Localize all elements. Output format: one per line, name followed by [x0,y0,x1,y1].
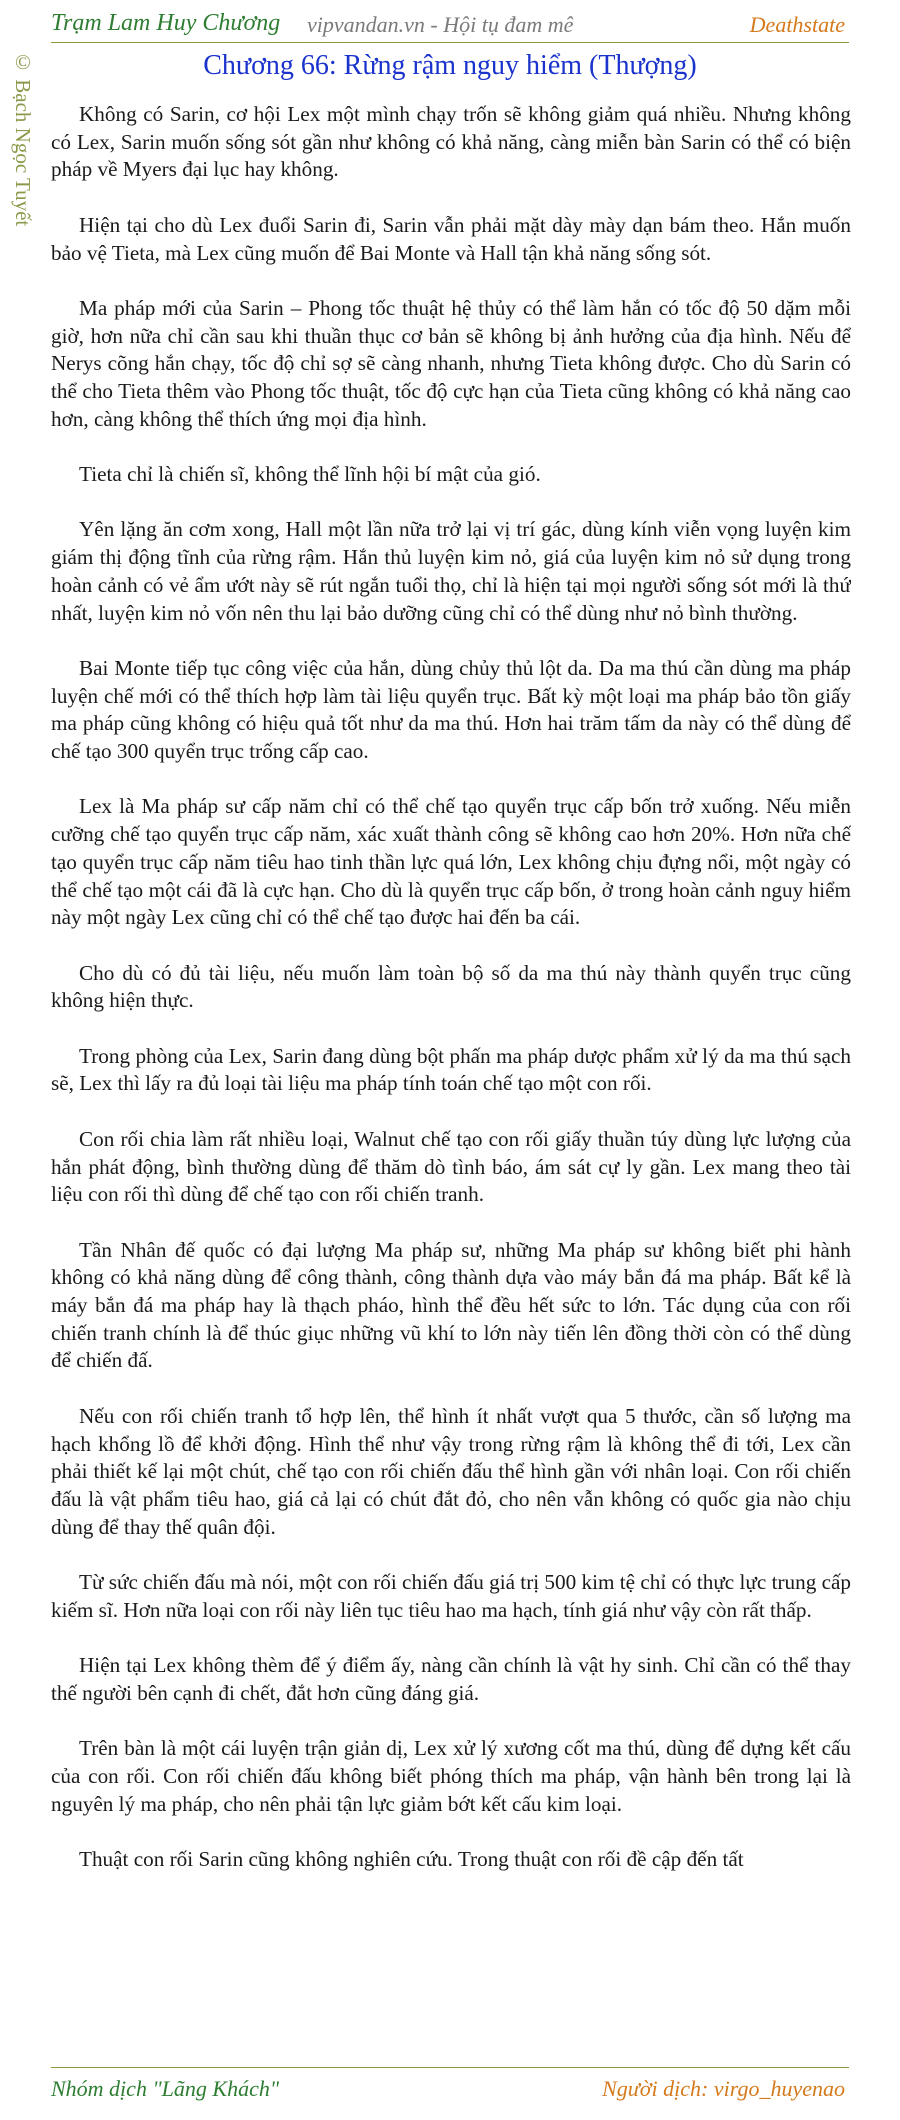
paragraph: Thuật con rối Sarin cũng không nghiên cứu. Trong thuật con rối đề cập đến tất [79,1847,744,1872]
paragraph: Không có Sarin, cơ hội Lex một mình chạy trốn sẽ không giảm quá nhiều. Nhưng không có Lex, Sarin muốn sống sót gần như không có khả năng, càng miễn bàn Sarin có thể có biện pháp về Myers đại lục hay không. [51,102,851,182]
translator-credit: Người dịch: virgo_huyenao [602,2076,845,2101]
paragraph: Lex là Ma pháp sư cấp năm chỉ có thể chế tạo quyển trục cấp bốn trở xuống. Nếu miễn cưỡng chế tạo quyển trục cấp năm, xác xuất thành công sẽ không cao hơn 20%. Hơn nữa chế tạo quyển trục cấp năm tiêu hao tinh thần lực quá lớn, Lex không chịu đựng nổi, một ngày có thể chế tạo một cái đã là cực hạn. Cho dù là quyển trục cấp bốn, ở trong hoàn cảnh nguy hiểm này một ngày Lex cũng chỉ có thể chế tạo được hai đến ba cái. [51,794,851,930]
page-footer [51,2067,849,2108]
chapter-title: Chương 66: Rừng rậm nguy hiểm (Thượng) [203,50,697,81]
paragraph: Tần Nhân đế quốc có đại lượng Ma pháp sư, những Ma pháp sư không biết phi hành không có khả năng dùng để công thành, công thành dựa vào máy bắn đá ma pháp. Bất kể là máy bắn đá ma pháp hay là thạch pháo, hình thể đều hết sức to lớn. Tác dụng của con rối chiến tranh chính là để thúc giục những vũ khí to lớn này tiến lên đồng thời còn có thể dùng để chiến đấ. [51,1237,851,1373]
chapter-body [51,101,851,2056]
paragraph: Ma pháp mới của Sarin – Phong tốc thuật hệ thủy có thể làm hắn có tốc độ 50 dặm mỗi giờ, hơn nữa chỉ cần sau khi thuần thục cơ bản sẽ không bị ảnh hưởng của địa hình. Nếu để Nerys cõng hắn chạy, tốc độ chỉ sợ sẽ càng nhanh, nhưng Tieta không được. Cho dù Sarin có thể cho Tieta thêm vào Phong tốc thuật, tốc độ cực hạn của Tieta cũng không có khả năng cao hơn, càng không thể thích ứng mọi địa hình. [51,295,851,431]
translation-group: Nhóm dịch "Lãng Khách" [51,2076,280,2101]
copyright-credit: © Bạch Ngọc Tuyết [11,50,35,227]
book-title: Deathstate [749,12,845,37]
paragraph: Yên lặng ăn cơm xong, Hall một lần nữa trở lại vị trí gác, dùng kính viễn vọng luyện kim giám thị động tĩnh của rừng rậm. Hắn thủ luyện kim nỏ, giá của luyện kim nỏ sử dụng trong hoàn cảnh có vẻ ẩm ướt này sẽ rút ngắn tuổi thọ, chỉ là hiện tại mọi người sống sót mới là thứ nhất, luyện kim nỏ vốn nên thu lại bảo dưỡng cũng chỉ có thể dùng như nỏ bình thường. [51,517,851,625]
paragraph: Con rối chia làm rất nhiều loại, Walnut chế tạo con rối giấy thuần túy dùng lực lượng của hắn phát động, bình thường dùng để thăm dò tình báo, ám sát cự ly gần. Lex mang theo tài liệu con rối thì dùng để chế tạo con rối chiến tranh. [51,1126,851,1207]
page-header [51,8,849,43]
paragraph: Tieta chỉ là chiến sĩ, không thể lĩnh hội bí mật của gió. [79,462,541,487]
site-slogan: vipvandan.vn - Hội tụ đam mê [307,12,574,37]
site-name: Trạm Lam Huy Chương [51,10,281,36]
paragraph: Nếu con rối chiến tranh tổ hợp lên, thể hình ít nhất vượt qua 5 thước, cần số lượng ma hạch khổng lồ để khởi động. Hình thể như vậy trong rừng rậm là không thể đi tới, Lex cần phải thiết kế lại một chút, chế tạo con rối chiến đấu thể hình gần với nhân loại. Con rối chiến đấu là vật phẩm tiêu hao, giá cả lại có chút đắt đỏ, cho nên vẫn không có quốc gia nào chịu dùng để thay thế quân đội. [51,1403,851,1539]
paragraph: Từ sức chiến đấu mà nói, một con rối chiến đấu giá trị 500 kim tệ chỉ có thực lực trung cấp kiếm sĩ. Hơn nữa loại con rối này liên tục tiêu hao ma hạch, tính giá như vậy còn rất thấp. [51,1570,851,1622]
paragraph: Trên bàn là một cái luyện trận giản dị, Lex xử lý xương cốt ma thú, dùng để dựng kết cấu của con rối. Con rối chiến đấu không biết phóng thích ma pháp, vận hành bên trong lại là nguyên lý ma pháp, cho nên phải tận lực giảm bớt kết cấu kim loại. [51,1736,851,1816]
paragraph: Hiện tại Lex không thèm để ý điểm ấy, nàng cần chính là vật hy sinh. Chỉ cần có thể thay thế người bên cạnh đi chết, đắt hơn cũng đáng giá. [51,1653,851,1705]
paragraph: Hiện tại cho dù Lex đuổi Sarin đi, Sarin vẫn phải mặt dày mày dạn bám theo. Hắn muốn bảo vệ Tieta, mà Lex cũng muốn để Bai Monte và Hall tận khả năng sống sót. [51,212,851,265]
paragraph: Cho dù có đủ tài liệu, nếu muốn làm toàn bộ số da ma thú này thành quyển trục cũng không hiện thực. [51,960,851,1013]
paragraph: Trong phòng của Lex, Sarin đang dùng bột phấn ma pháp dược phẩm xử lý da ma thú sạch sẽ, Lex thì lấy ra đủ loại tài liệu ma pháp tính toán chế tạo một con rối. [51,1043,851,1096]
paragraph: Bai Monte tiếp tục công việc của hắn, dùng chủy thủ lột da. Da ma thú cần dùng ma pháp luyện chế mới có thể thích hợp làm tài liệu quyển trục. Bất kỳ một loại ma pháp bảo tồn giấy ma pháp cũng không có hiệu quả tốt như da ma thú. Hơn hai trăm tấm da này có thể dùng để chế tạo 300 quyển trục trống cấp cao. [51,655,851,764]
